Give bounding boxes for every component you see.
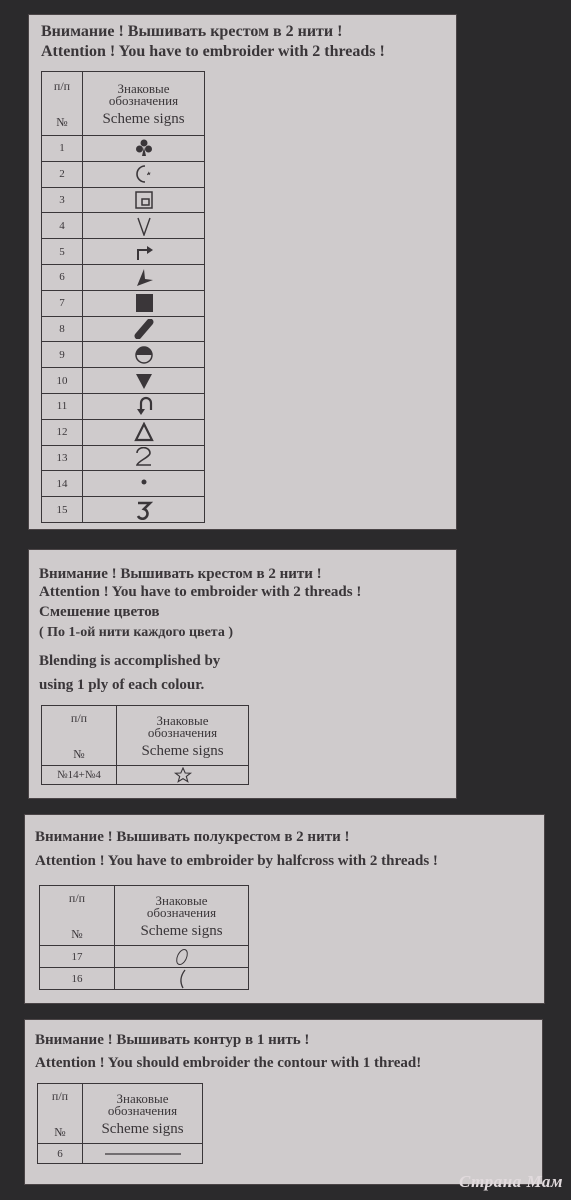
table-header-row (38, 1084, 203, 1144)
row-number: 12 (42, 419, 83, 445)
table-row (42, 187, 205, 213)
panel-blending (28, 549, 457, 799)
table-row (40, 946, 249, 968)
row-number: 14 (42, 471, 83, 497)
panel-halfcross (24, 814, 545, 1004)
table-row (42, 290, 205, 316)
column-header-signs (115, 886, 249, 946)
row-number: 1 (42, 136, 83, 162)
outline-star-icon (173, 767, 193, 783)
column-header-number-bottom: № (71, 926, 83, 941)
table-row (38, 1144, 203, 1164)
column-header-signs-ru1: Знаковые (117, 80, 170, 96)
table-row (40, 968, 249, 990)
table-row (42, 393, 205, 419)
row-number: 6 (42, 264, 83, 290)
panel-heading-en: Attention ! You should embroider the contour with 1 thread! (35, 1055, 422, 1071)
column-header-signs (83, 72, 205, 136)
outline-triangle-icon (133, 422, 155, 442)
column-header-signs-en: Scheme signs (101, 1120, 184, 1137)
row-number: 2 (42, 161, 83, 187)
digit-two-icon (133, 447, 155, 469)
column-header-signs-ru1: Знаковые (156, 712, 209, 728)
column-header-number-top: п/п (51, 1088, 69, 1103)
panel-heading-en: Attention ! You have to embroider by halfcross with 2 threads ! (35, 853, 438, 869)
panel-heading-en: Attention ! You have to embroider with 2 threads ! (41, 43, 385, 60)
column-header-number (40, 886, 115, 946)
row-number: 15 (42, 497, 83, 523)
row-number: 8 (42, 316, 83, 342)
table-row (42, 419, 205, 445)
dot-icon (133, 474, 155, 494)
table-row (42, 368, 205, 394)
crescent-star-icon (133, 164, 155, 184)
horizontal-line-icon (103, 1148, 183, 1160)
table-row (42, 161, 205, 187)
table-header-row (40, 886, 249, 946)
table-row (42, 136, 205, 162)
half-filled-circle-icon (133, 345, 155, 365)
column-header-number (42, 706, 117, 766)
filled-square-icon (133, 293, 155, 313)
digit-three-icon (133, 500, 155, 520)
contour-legend-table (37, 1083, 203, 1164)
column-header-number-top: п/п (70, 710, 88, 725)
blending-title: Смешение цветов (39, 604, 160, 620)
row-number: 11 (42, 393, 83, 419)
u-turn-arrow-icon (133, 396, 155, 416)
slanted-oval-icon (171, 947, 193, 967)
symbol-legend-table (41, 71, 205, 523)
panel-heading-ru: Внимание ! Вышивать крестом в 2 нити ! (39, 566, 322, 582)
panel-cross-stitch-2-threads (28, 14, 457, 530)
column-header-signs-en: Scheme signs (102, 110, 185, 127)
arrowhead-icon (133, 267, 155, 287)
column-header-number (42, 72, 83, 136)
diagonal-capsule-icon (133, 319, 155, 339)
filled-down-triangle-icon (133, 371, 155, 391)
row-number: 9 (42, 342, 83, 368)
row-number: 10 (42, 368, 83, 394)
column-header-signs-ru2: обозначения (108, 92, 179, 108)
column-header-signs-ru1: Знаковые (155, 892, 208, 908)
table-row (42, 766, 249, 785)
column-header-number (38, 1084, 83, 1144)
turn-right-arrow-icon (133, 242, 155, 262)
left-parenthesis-icon (171, 969, 193, 989)
blending-note-en-1: Blending is accomplished by (39, 653, 221, 669)
table-row (42, 213, 205, 239)
row-number: 4 (42, 213, 83, 239)
blending-note-ru: ( По 1-ой нити каждого цвета ) (39, 625, 234, 640)
column-header-signs-ru2: обозначения (147, 724, 218, 740)
column-header-signs (83, 1084, 203, 1144)
table-row (42, 471, 205, 497)
panel-contour (24, 1019, 543, 1185)
blending-legend-table (41, 705, 249, 785)
row-number: 13 (42, 445, 83, 471)
panel-heading-ru: Внимание ! Вышивать контур в 1 нить ! (35, 1032, 310, 1048)
table-row (42, 239, 205, 265)
blending-note-en-2: using 1 ply of each colour. (39, 677, 205, 693)
column-header-number-top: п/п (68, 890, 86, 905)
panel-heading-en: Attention ! You have to embroider with 2 threads ! (39, 584, 362, 600)
column-header-signs-ru2: обозначения (107, 1102, 178, 1118)
row-number: 6 (38, 1144, 83, 1164)
halfcross-legend-table (39, 885, 249, 990)
table-row (42, 264, 205, 290)
table-row (42, 316, 205, 342)
club-icon (133, 138, 155, 158)
v-letter-icon (133, 216, 155, 236)
table-row (42, 342, 205, 368)
panel-heading-ru: Внимание ! Вышивать крестом в 2 нити ! (41, 23, 343, 40)
column-header-signs-ru2: обозначения (146, 904, 217, 920)
panel-heading-ru: Внимание ! Вышивать полукрестом в 2 нити ! (35, 829, 350, 845)
table-row (42, 445, 205, 471)
table-row (42, 497, 205, 523)
row-number: №14+№4 (42, 766, 117, 785)
column-header-number-bottom: № (54, 1124, 66, 1139)
nested-square-icon (133, 190, 155, 210)
row-number: 3 (42, 187, 83, 213)
column-header-number-bottom: № (73, 746, 85, 761)
row-number: 7 (42, 290, 83, 316)
column-header-number-top: п/п (53, 78, 71, 93)
row-number: 16 (40, 968, 115, 990)
column-header-signs-en: Scheme signs (140, 922, 223, 939)
column-header-signs-en: Scheme signs (141, 742, 224, 759)
site-watermark: Страна Мам (458, 1172, 563, 1191)
row-number: 17 (40, 946, 115, 968)
row-number: 5 (42, 239, 83, 265)
column-header-number-bottom: № (56, 114, 68, 129)
column-header-signs (117, 706, 249, 766)
column-header-signs-ru1: Знаковые (116, 1090, 169, 1106)
table-header-row (42, 72, 205, 136)
table-header-row (42, 706, 249, 766)
